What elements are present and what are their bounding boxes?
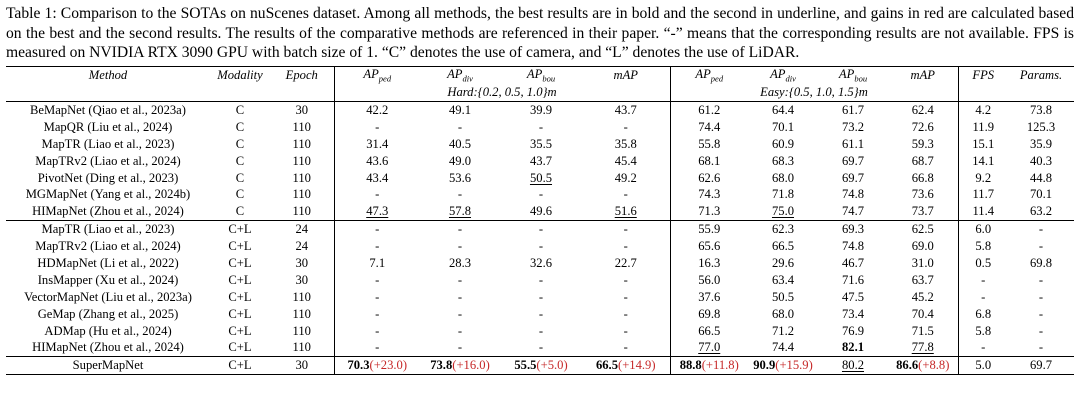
cell-modality: C — [235, 204, 245, 219]
cell-method: MapTRv2 (Liao et al., 2024) — [35, 239, 181, 254]
ours-fps: 5.0 — [958, 357, 1008, 375]
cell-modality: C+L — [228, 306, 252, 321]
cell-epoch: 110 — [292, 306, 311, 321]
cell-hard-map: - — [623, 187, 628, 202]
col-easy-map: mAP — [910, 68, 935, 82]
cell-modality: C — [235, 136, 245, 151]
cell-hard-ap-bou: 35.5 — [529, 136, 553, 151]
cell-hard-ap-div: - — [457, 289, 463, 304]
ours-hard-bou: 55.5(+5.0) — [514, 358, 568, 373]
ours-easy-map: 86.6(+8.8) — [896, 358, 950, 373]
cell-hard-ap-bou: 49.6 — [529, 204, 553, 219]
cell-fps: 6.8 — [958, 306, 1008, 323]
cell-hard-ap-div: 53.6 — [448, 170, 472, 185]
cell-easy-map: 70.4 — [911, 306, 934, 321]
cell-method: MapTR (Liao et al., 2023) — [41, 222, 175, 237]
cell-hard-ap-bou: - — [538, 272, 544, 287]
cell-easy-ap-ped: 77.0 — [670, 339, 748, 356]
table-row — [6, 255, 1074, 272]
cell-easy-ap-bou: 69.7 — [841, 170, 865, 185]
cell-params: 125.3 — [1026, 119, 1056, 134]
cell-epoch: 30 — [295, 255, 309, 270]
cell-method: HIMapNet (Zhou et al., 2024) — [32, 204, 184, 219]
cell-method: InsMapper (Xu et al., 2024) — [37, 272, 179, 287]
cell-easy-ap-bou: 71.6 — [841, 272, 865, 287]
cell-hard-ap-ped: - — [334, 272, 420, 289]
cell-easy-map: 62.5 — [911, 222, 934, 237]
cell-hard-map: - — [623, 289, 628, 304]
cell-hard-ap-bou: - — [538, 289, 544, 304]
cell-hard-map: - — [623, 272, 628, 287]
cell-easy-ap-ped: 56.0 — [670, 272, 748, 289]
cell-hard-ap-ped: - — [334, 306, 420, 323]
cell-easy-ap-bou: 69.7 — [841, 153, 865, 168]
header-row — [6, 67, 1074, 85]
cell-epoch: 24 — [295, 239, 309, 254]
cell-fps: 0.5 — [958, 255, 1008, 272]
cell-easy-ap-div: 60.9 — [771, 136, 795, 151]
table-row — [6, 339, 1074, 356]
cell-easy-ap-div: 71.2 — [771, 323, 795, 338]
cell-easy-map: 71.5 — [911, 323, 934, 338]
cell-params: 40.3 — [1029, 153, 1053, 168]
cell-hard-ap-ped: 42.2 — [334, 102, 420, 119]
cell-hard-ap-bou: - — [538, 222, 544, 237]
cell-hard-ap-ped: - — [334, 119, 420, 136]
cell-hard-map: 43.7 — [614, 102, 637, 117]
ours-method: SuperMapNet — [72, 358, 144, 373]
cell-hard-ap-div: - — [457, 187, 463, 202]
cell-easy-ap-bou: 74.7 — [841, 204, 865, 219]
cell-params: 35.9 — [1029, 136, 1053, 151]
cell-easy-ap-ped: 55.9 — [670, 221, 748, 238]
cell-modality: C+L — [228, 255, 252, 270]
cell-method: MapTRv2 (Liao et al., 2024) — [35, 153, 181, 168]
cell-hard-ap-bou: 39.9 — [529, 102, 553, 117]
cell-params: 63.2 — [1029, 204, 1053, 219]
ours-hard-map: 66.5(+14.9) — [595, 358, 656, 373]
cell-easy-map: 73.6 — [911, 187, 934, 202]
cell-fps: 14.1 — [958, 153, 1008, 170]
cell-fps: 5.8 — [958, 323, 1008, 340]
cell-hard-ap-ped: 47.3 — [334, 203, 420, 220]
cell-easy-ap-bou: 73.2 — [841, 119, 865, 134]
table-row-ours — [6, 357, 1074, 375]
cell-modality: C — [235, 153, 245, 168]
ours-easy-ped: 88.8(+11.8) — [670, 357, 748, 375]
table-row — [6, 289, 1074, 306]
cell-hard-ap-bou: - — [538, 340, 544, 355]
cell-easy-ap-bou: 61.1 — [841, 136, 865, 151]
cell-epoch: 110 — [292, 204, 311, 219]
cell-easy-ap-bou: 61.7 — [841, 102, 865, 117]
cell-hard-ap-div: - — [457, 306, 463, 321]
cell-easy-map: 72.6 — [911, 119, 934, 134]
cell-method: BeMapNet (Qiao et al., 2023a) — [30, 102, 186, 117]
cell-epoch: 110 — [292, 136, 311, 151]
cell-hard-map: 45.4 — [614, 153, 637, 168]
table-caption: Table 1: Comparison to the SOTAs on nuScenes dataset. Among all methods, the best results are in bold and the second in underline, and gains in red are calculated based on the best and the second results. The results of the comparative methods are referenced in their paper. “-” means that the corresponding results are not available. FPS is measured on NVIDIA RTX 3090 GPU with batch size of 1. “C” denotes the use of camera, and “L” denotes the use of LiDAR. — [6, 5, 1074, 61]
camera-section — [6, 102, 1074, 221]
cell-fps: 4.2 — [958, 102, 1008, 119]
col-hard-ap-ped: $AP_{ped}$ — [334, 67, 420, 85]
cell-method: VectorMapNet (Liu et al., 2023a) — [24, 289, 192, 304]
cell-easy-ap-div: 68.3 — [771, 153, 795, 168]
cell-hard-ap-ped: - — [334, 339, 420, 356]
cell-easy-ap-div: 50.5 — [771, 289, 795, 304]
cell-hard-ap-ped: - — [334, 186, 420, 203]
cell-hard-ap-div: 28.3 — [448, 255, 472, 270]
cell-easy-ap-ped: 16.3 — [670, 255, 748, 272]
cell-modality: C+L — [228, 239, 252, 254]
col-hard-ap-div: $AP_{div}$ — [447, 67, 473, 84]
cell-method: HDMapNet (Li et al., 2022) — [37, 255, 179, 270]
cell-params: - — [1038, 272, 1044, 287]
cell-easy-ap-div: 63.4 — [771, 272, 795, 287]
cell-easy-ap-bou: 74.8 — [841, 239, 865, 254]
col-hard-ap-bou: $AP_{bou}$ — [526, 67, 556, 84]
cell-easy-ap-bou: 69.3 — [841, 222, 865, 237]
cell-method: GeMap (Zhang et al., 2025) — [37, 306, 179, 321]
cell-easy-ap-ped: 71.3 — [670, 203, 748, 220]
cell-hard-map: - — [623, 119, 628, 134]
cell-easy-ap-div: 62.3 — [771, 222, 795, 237]
cell-hard-ap-ped: 31.4 — [334, 136, 420, 153]
cell-easy-map: 68.7 — [911, 153, 934, 168]
cell-epoch: 110 — [292, 323, 311, 338]
cell-fps: 15.1 — [958, 136, 1008, 153]
cell-fps: 11.4 — [958, 203, 1008, 220]
cell-hard-ap-bou: 50.5 — [529, 170, 553, 185]
cell-modality: C — [235, 170, 245, 185]
cell-easy-ap-bou: 73.4 — [841, 306, 865, 321]
cell-hard-ap-div: - — [457, 323, 463, 338]
cell-modality: C+L — [228, 289, 252, 304]
comparison-table — [6, 66, 1074, 375]
cell-fps: 11.9 — [958, 119, 1008, 136]
cell-method: MapTR (Liao et al., 2023) — [41, 136, 175, 151]
cell-params: - — [1038, 306, 1044, 321]
col-easy-ap-bou: $AP_{bou}$ — [838, 67, 868, 84]
cell-params: 69.8 — [1029, 255, 1053, 270]
cell-modality: C+L — [228, 222, 252, 237]
cell-method: MapQR (Liu et al., 2024) — [43, 119, 173, 134]
cell-hard-ap-div: 49.1 — [448, 102, 472, 117]
cell-hard-ap-bou: - — [538, 187, 544, 202]
cell-hard-ap-div: - — [457, 222, 463, 237]
table-row — [6, 119, 1074, 136]
cell-modality: C — [235, 187, 245, 202]
cell-easy-ap-ped: 69.8 — [670, 306, 748, 323]
cell-hard-map: 51.6 — [614, 204, 637, 219]
cell-easy-map: 31.0 — [911, 255, 934, 270]
ours-hard-ped: 70.3(+23.0) — [334, 357, 420, 375]
cell-epoch: 30 — [295, 272, 309, 287]
cell-easy-ap-ped: 37.6 — [670, 289, 748, 306]
cell-params: - — [1038, 289, 1044, 304]
threshold-row — [6, 84, 1074, 102]
cell-hard-ap-bou: - — [538, 323, 544, 338]
cell-params: 73.8 — [1029, 102, 1053, 117]
cell-epoch: 24 — [295, 222, 309, 237]
cell-params: - — [1038, 323, 1044, 338]
cell-easy-ap-ped: 65.6 — [670, 238, 748, 255]
cell-params: - — [1038, 340, 1044, 355]
cell-params: 44.8 — [1029, 170, 1053, 185]
cell-epoch: 110 — [292, 119, 311, 134]
cell-hard-ap-ped: 7.1 — [334, 255, 420, 272]
cell-hard-ap-div: 49.0 — [448, 153, 472, 168]
cell-hard-map: 22.7 — [614, 255, 637, 270]
cell-fps: - — [958, 339, 1008, 356]
cell-hard-ap-div: - — [457, 272, 463, 287]
cell-hard-map: - — [623, 323, 628, 338]
cell-easy-ap-div: 70.1 — [771, 119, 795, 134]
cell-hard-ap-bou: - — [538, 239, 544, 254]
cell-method: PivotNet (Ding et al., 2023) — [37, 170, 179, 185]
cell-epoch: 30 — [295, 102, 309, 117]
cell-fps: 5.8 — [958, 238, 1008, 255]
table-row — [6, 221, 1074, 238]
col-easy-ap-ped: $AP_{ped}$ — [670, 67, 748, 85]
cell-easy-map: 59.3 — [911, 136, 934, 151]
cell-hard-map: - — [623, 306, 628, 321]
cell-hard-ap-ped: - — [334, 289, 420, 306]
ours-easy-div: 90.9(+15.9) — [753, 358, 813, 373]
col-epoch: Epoch — [285, 68, 318, 82]
cell-fps: - — [958, 272, 1008, 289]
cell-easy-ap-bou: 74.8 — [841, 187, 865, 202]
cell-easy-ap-bou: 47.5 — [841, 289, 865, 304]
cell-easy-map: 62.4 — [911, 102, 934, 117]
cell-easy-map: 66.8 — [911, 170, 934, 185]
cell-hard-ap-bou: 32.6 — [529, 255, 553, 270]
cell-easy-map: 63.7 — [911, 272, 934, 287]
cell-hard-ap-bou: - — [538, 306, 544, 321]
ours-hard-div: 73.8(+16.0) — [430, 358, 490, 373]
cell-hard-ap-div: 40.5 — [448, 136, 472, 151]
cell-fps: 9.2 — [958, 170, 1008, 187]
cell-easy-ap-div: 74.4 — [771, 340, 795, 355]
cell-modality: C+L — [228, 323, 252, 338]
cell-epoch: 110 — [292, 289, 311, 304]
cell-easy-ap-ped: 55.8 — [670, 136, 748, 153]
table-row — [6, 186, 1074, 203]
cell-epoch: 110 — [292, 170, 311, 185]
cell-easy-ap-ped: 68.1 — [670, 153, 748, 170]
cell-easy-ap-bou: 46.7 — [841, 255, 865, 270]
cell-easy-ap-div: 64.4 — [771, 102, 795, 117]
table-row — [6, 238, 1074, 255]
cell-hard-map: 35.8 — [614, 136, 637, 151]
col-modality: Modality — [217, 68, 263, 82]
cell-easy-ap-ped: 66.5 — [670, 323, 748, 340]
easy-threshold-label: Easy:{0.5, 1.0, 1.5}m — [670, 84, 958, 102]
cell-epoch: 110 — [292, 153, 311, 168]
ours-params: 69.7 — [1029, 358, 1053, 373]
ours-epoch: 30 — [295, 358, 309, 373]
cell-easy-ap-div: 29.6 — [771, 255, 795, 270]
cell-modality: C — [235, 102, 245, 117]
cell-hard-ap-ped: - — [334, 238, 420, 255]
cell-hard-ap-div: - — [457, 119, 463, 134]
cell-method: MGMapNet (Yang et al., 2024b) — [25, 187, 191, 202]
cell-params: - — [1038, 222, 1044, 237]
cell-modality: C+L — [228, 340, 252, 355]
cell-easy-ap-div: 68.0 — [771, 170, 795, 185]
cell-modality: C — [235, 119, 245, 134]
cell-hard-ap-ped: - — [334, 221, 420, 238]
ours-section — [6, 357, 1074, 375]
fusion-section — [6, 221, 1074, 357]
cell-easy-map: 73.7 — [911, 204, 934, 219]
cell-easy-map: 77.8 — [911, 340, 934, 355]
cell-hard-ap-div: - — [457, 340, 463, 355]
table-row — [6, 102, 1074, 119]
cell-easy-map: 69.0 — [911, 239, 934, 254]
cell-easy-ap-bou: 76.9 — [841, 323, 865, 338]
cell-epoch: 110 — [292, 340, 311, 355]
cell-hard-map: - — [623, 222, 628, 237]
cell-params: - — [1038, 239, 1044, 254]
cell-hard-ap-div: - — [457, 239, 463, 254]
col-method: Method — [88, 68, 128, 82]
cell-method: ADMap (Hu et al., 2024) — [44, 323, 172, 338]
cell-modality: C+L — [228, 272, 252, 287]
cell-hard-ap-bou: 43.7 — [529, 153, 553, 168]
hard-threshold-label: Hard:{0.2, 0.5, 1.0}m — [334, 84, 670, 102]
cell-easy-ap-div: 66.5 — [771, 239, 795, 254]
cell-hard-map: 49.2 — [614, 170, 637, 185]
cell-easy-ap-ped: 74.3 — [670, 186, 748, 203]
cell-fps: - — [958, 289, 1008, 306]
cell-epoch: 110 — [292, 187, 311, 202]
table-row — [6, 170, 1074, 187]
cell-hard-ap-ped: 43.6 — [334, 153, 420, 170]
col-params: Params. — [1019, 68, 1063, 82]
cell-easy-ap-div: 71.8 — [771, 187, 795, 202]
table-row — [6, 153, 1074, 170]
table-row — [6, 136, 1074, 153]
cell-hard-map: - — [623, 340, 628, 355]
col-easy-ap-div: $AP_{div}$ — [770, 67, 796, 84]
cell-hard-ap-bou: - — [538, 119, 544, 134]
cell-fps: 11.7 — [958, 186, 1008, 203]
cell-params: 70.1 — [1029, 187, 1053, 202]
col-hard-map: mAP — [613, 68, 638, 82]
cell-hard-ap-ped: - — [334, 323, 420, 340]
cell-easy-ap-ped: 61.2 — [670, 102, 748, 119]
cell-easy-ap-ped: 74.4 — [670, 119, 748, 136]
table-row — [6, 323, 1074, 340]
cell-hard-ap-div: 57.8 — [448, 204, 472, 219]
table-row — [6, 203, 1074, 220]
table-row — [6, 272, 1074, 289]
cell-easy-ap-ped: 62.6 — [670, 170, 748, 187]
ours-easy-bou: 80.2 — [841, 358, 865, 373]
cell-hard-ap-ped: 43.4 — [334, 170, 420, 187]
ours-modality: C+L — [228, 358, 252, 373]
col-fps: FPS — [958, 67, 1008, 85]
cell-easy-map: 45.2 — [911, 289, 934, 304]
cell-hard-map: - — [623, 239, 628, 254]
cell-method: HIMapNet (Zhou et al., 2024) — [32, 340, 184, 355]
cell-easy-ap-bou: 82.1 — [841, 340, 865, 355]
cell-easy-ap-div: 68.0 — [771, 306, 795, 321]
table-row — [6, 306, 1074, 323]
cell-easy-ap-div: 75.0 — [771, 204, 795, 219]
cell-fps: 6.0 — [958, 221, 1008, 238]
